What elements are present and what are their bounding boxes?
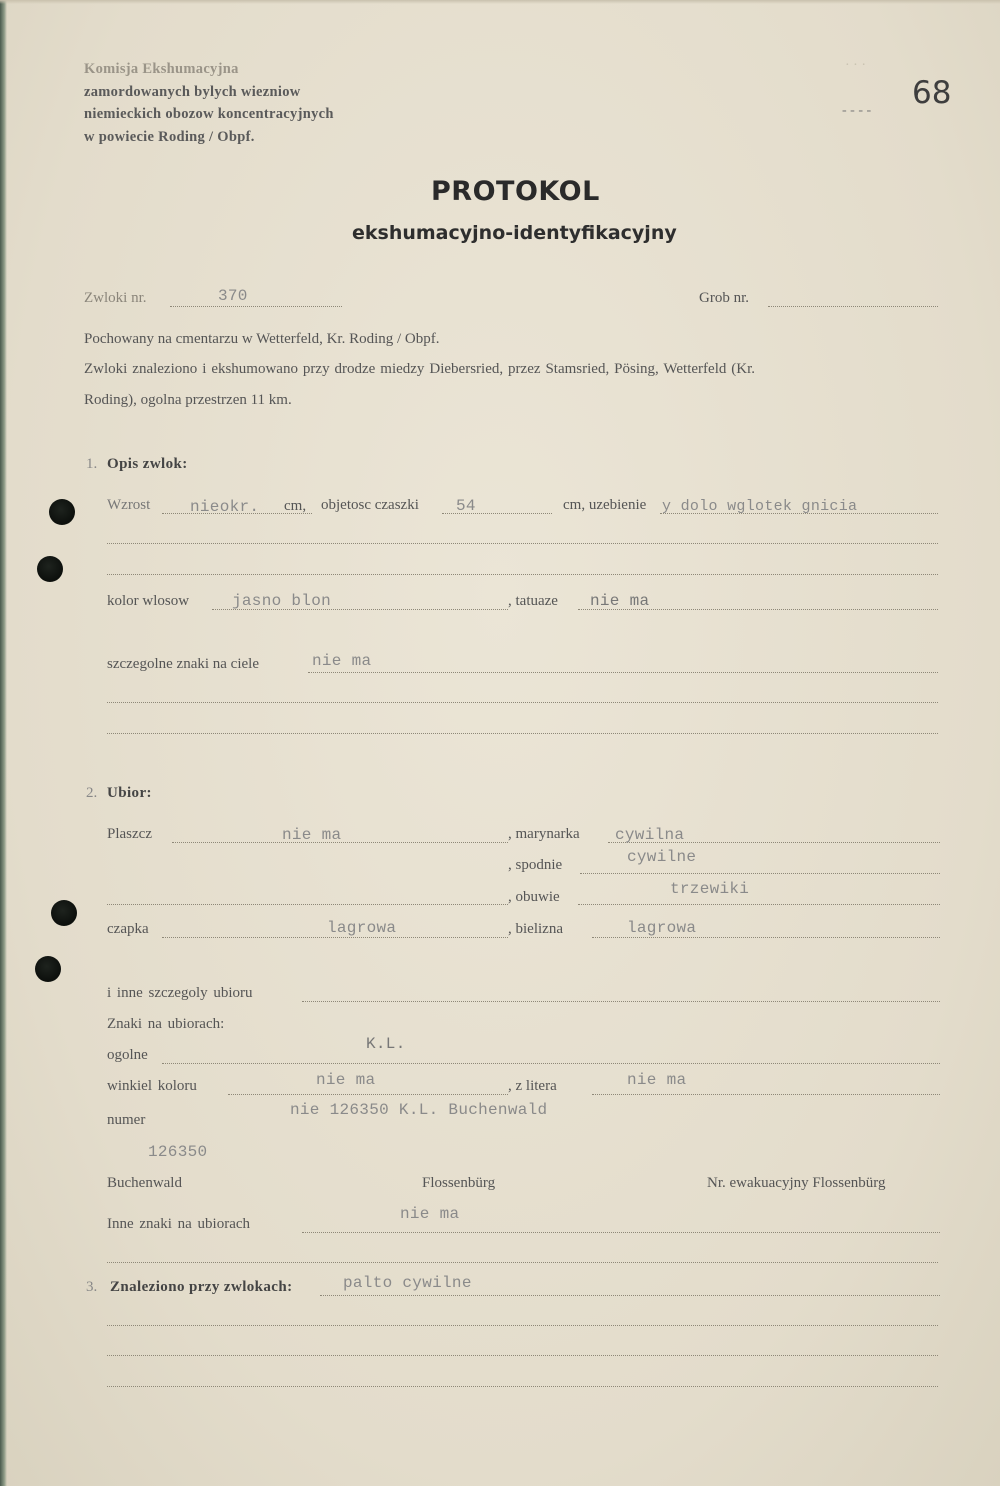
section1-heading: Opis zwlok: xyxy=(107,456,188,472)
section2-heading: Ubior: xyxy=(107,785,152,801)
other-details-label: i inne szczegoly ubioru xyxy=(107,985,253,1001)
section2-number: 2. xyxy=(86,785,98,801)
blank-line xyxy=(107,1262,938,1263)
page-title: PROTOKOL xyxy=(431,176,600,207)
letter-value: nie ma xyxy=(627,1071,687,1089)
triangle-color-value: nie ma xyxy=(316,1071,376,1089)
blank-line xyxy=(107,733,938,734)
skull-label: objetosc czaszki xyxy=(321,497,419,513)
body-number-label: Zwloki nr. xyxy=(84,290,147,306)
section1-number: 1. xyxy=(86,456,98,472)
blank-line xyxy=(107,904,508,905)
general-marks-line xyxy=(162,1063,940,1064)
grave-number-line xyxy=(768,306,938,307)
shoes-label: , obuwie xyxy=(508,889,560,905)
commission-line: niemieckich obozow koncentracyjnych xyxy=(84,106,334,122)
body-marks-line xyxy=(308,672,938,673)
other-marks-label: Inne znaki na ubiorach xyxy=(107,1216,251,1232)
blank-line xyxy=(107,1386,938,1387)
punch-hole xyxy=(49,499,75,525)
underwear-label: , bielizna xyxy=(508,921,563,937)
scan-edge xyxy=(0,0,7,1486)
tattoo-value: nie ma xyxy=(590,592,650,610)
punch-hole xyxy=(51,900,77,926)
body-marks-label: szczegolne znaki na ciele xyxy=(107,656,259,672)
other-details-line xyxy=(302,1001,940,1002)
number-extra-value: 126350 xyxy=(148,1143,208,1161)
stamp-dots: · · · xyxy=(845,58,866,73)
teeth-label: cm, uzebienie xyxy=(563,497,647,513)
found-items-value: palto cywilne xyxy=(343,1274,472,1292)
stamp-dashes: - - - - xyxy=(842,103,872,118)
found-text-line2: Roding), ogolna przestrzen 11 km. xyxy=(84,392,292,408)
blank-line xyxy=(107,1325,938,1326)
jacket-value: cywilna xyxy=(615,826,685,844)
commission-line: w powiecie Roding / Obpf. xyxy=(84,128,255,145)
found-text-line1: Zwloki znaleziono i ekshumowano przy drodze miedzy Diebersried, przez Stamsried, Pösing, Wetterfeld (Kr. xyxy=(84,361,756,377)
other-marks-line xyxy=(302,1232,940,1233)
commission-line: Komisja Ekshumacyjna xyxy=(84,61,239,77)
cemetery-text: Pochowany na cmentarzu w Wetterfeld, Kr. Roding / Obpf. xyxy=(84,331,440,347)
trousers-value: cywilne xyxy=(627,848,697,866)
triangle-color-label: winkiel koloru xyxy=(107,1078,197,1094)
number-label: numer xyxy=(107,1112,146,1128)
tattoo-label: , tatuaze xyxy=(508,593,558,609)
flossenburg-label: Flossenbürg xyxy=(422,1175,496,1191)
body-marks-value: nie ma xyxy=(312,652,372,670)
letter-label: , z litera xyxy=(508,1078,557,1094)
coat-label: Plaszcz xyxy=(107,826,152,842)
scan-top-edge xyxy=(0,0,1000,4)
punch-hole xyxy=(37,556,63,582)
punch-hole xyxy=(35,956,61,982)
hair-value: jasno blon xyxy=(232,592,332,610)
jacket-label: , marynarka xyxy=(508,826,580,842)
teeth-value: y dolo wglotek gnicia xyxy=(662,498,858,515)
commission-line: zamordowanych bylych wiezniow xyxy=(84,83,301,100)
cap-value: lagrowa xyxy=(327,919,397,937)
skull-value: 54 xyxy=(456,497,476,515)
height-label: Wzrost xyxy=(107,497,151,513)
commission-header xyxy=(84,58,334,148)
height-value: nieokr. xyxy=(190,498,260,516)
blank-line xyxy=(107,574,938,575)
evacuation-number-label: Nr. ewakuacyjny Flossenbürg xyxy=(707,1175,886,1191)
coat-value: nie ma xyxy=(282,826,342,844)
blank-line xyxy=(107,702,938,703)
shoes-line xyxy=(578,904,940,905)
trousers-line xyxy=(580,873,940,874)
section3-number: 3. xyxy=(86,1279,98,1295)
body-number-line xyxy=(170,306,342,307)
clothing-marks-heading: Znaki na ubiorach: xyxy=(107,1016,225,1032)
blank-line xyxy=(107,1355,938,1356)
letter-line xyxy=(592,1094,940,1095)
shoes-value: trzewiki xyxy=(670,880,750,898)
buchenwald-label: Buchenwald xyxy=(107,1175,182,1191)
section3-heading: Znaleziono przy zwlokach: xyxy=(110,1279,293,1295)
trousers-label: , spodnie xyxy=(508,857,563,873)
found-items-line xyxy=(320,1295,940,1296)
blank-line xyxy=(107,543,938,544)
triangle-color-line xyxy=(228,1094,508,1095)
number-value: nie 126350 K.L. Buchenwald xyxy=(290,1101,548,1119)
general-marks-label: ogolne xyxy=(107,1047,148,1063)
page-subtitle: ekshumacyjno-identyfikacyjny xyxy=(352,222,677,244)
other-marks-value: nie ma xyxy=(400,1205,460,1223)
underwear-value: lagrowa xyxy=(627,919,697,937)
cap-line xyxy=(162,937,508,938)
body-number-value: 370 xyxy=(218,287,248,305)
page-number: 68 xyxy=(912,75,952,111)
cap-label: czapka xyxy=(107,921,149,937)
underwear-line xyxy=(592,937,940,938)
hair-label: kolor wlosow xyxy=(107,593,190,609)
height-unit: cm, xyxy=(284,498,307,514)
general-marks-value: K.L. xyxy=(366,1035,406,1053)
grave-number-label: Grob nr. xyxy=(699,290,749,306)
